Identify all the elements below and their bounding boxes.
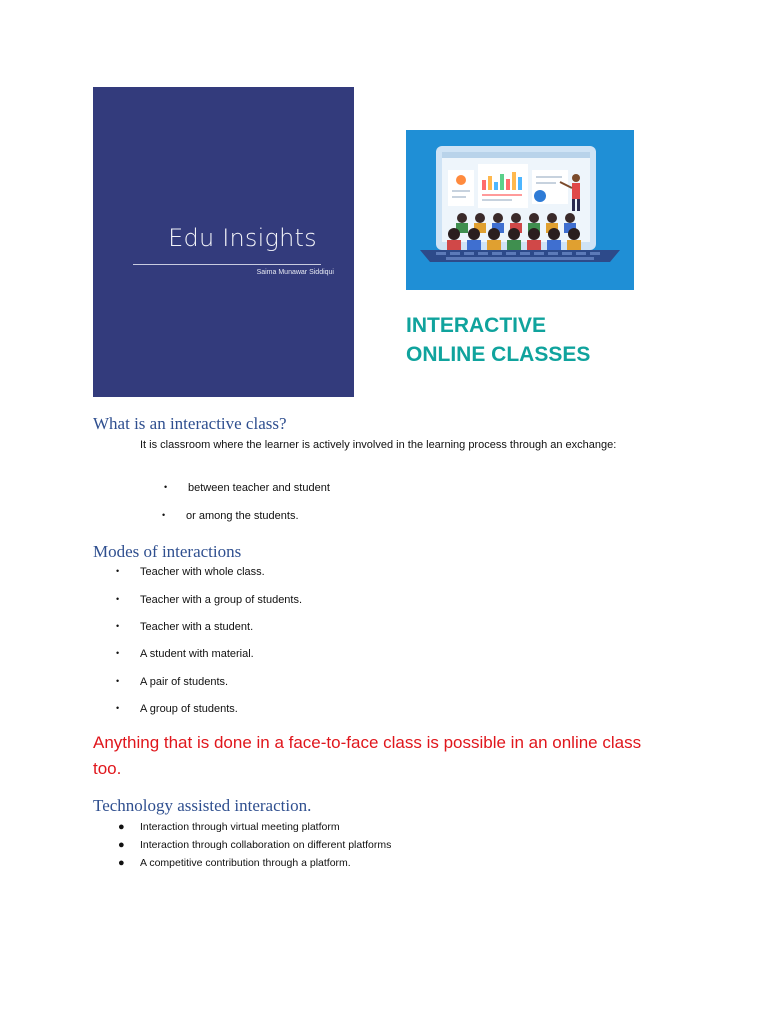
bullet-icon: • [116,648,120,658]
online-class-illustration [406,130,634,290]
headline-line-2: ONLINE CLASSES [406,343,591,366]
list-item: • Teacher with a student. [116,621,254,633]
list-item: • A student with material. [116,648,254,660]
cover-title: Edu Insights [168,224,317,252]
list-item: • A pair of students. [116,676,229,688]
list-item: • or among the students. [162,510,299,522]
headline-line-1: INTERACTIVE [406,314,547,337]
list-item: ● Interaction through virtual meeting platform [118,821,340,833]
highlight-statement: Anything that is done in a face-to-face class is possible in an online class too. [93,733,642,778]
list-item: ● Interaction through collaboration on different platforms [118,839,392,851]
bullet-icon: • [116,676,120,686]
list-item: ● A competitive contribution through a platform. [118,857,351,869]
list-item: • A group of students. [116,703,238,715]
definition-text: It is classroom where the learner is actively involved in the learning process through an exchange: [140,439,617,451]
bullet-icon: • [164,482,168,492]
section-heading-modes: Modes of interactions [93,542,242,561]
bullet-icon: • [116,621,120,631]
bullet-icon: ● [118,821,125,833]
bullet-icon: • [116,703,120,713]
cover-divider [133,264,321,265]
section-heading-technology: Technology assisted interaction. [93,796,312,815]
bullet-icon: • [116,594,120,604]
list-item: • between teacher and student [164,482,330,494]
bullet-icon: • [116,566,120,576]
bullet-icon: • [162,510,166,520]
list-item: • Teacher with a group of students. [116,594,303,606]
cover-block [93,87,354,397]
list-item: • Teacher with whole class. [116,566,265,578]
bullet-icon: ● [118,857,125,869]
section-heading-interactive-class: What is an interactive class? [93,414,287,433]
bullet-icon: ● [118,839,125,851]
headline [406,311,590,369]
cover-author: Saima Munawar Siddiqui [256,269,334,276]
